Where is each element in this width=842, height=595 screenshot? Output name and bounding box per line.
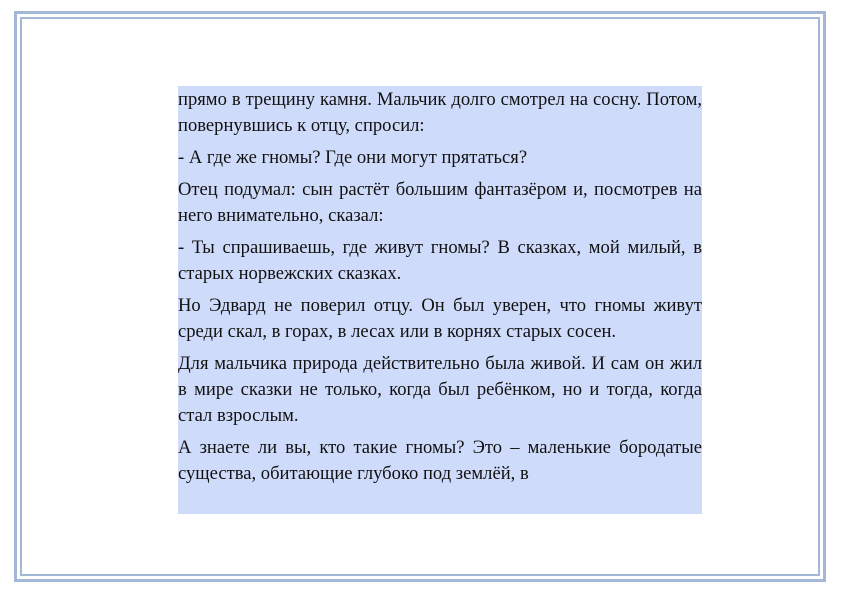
paragraph-5: Но Эдвард не поверил отцу. Он был уверен, что гномы живут среди скал, в горах, в лесах или в корнях старых сосен.: [178, 295, 702, 342]
paragraph-6: Для мальчика природа действительно была живой. И сам он жил в мире сказки не только, когда был ребёнком, но и тогда, когда стал взрослым.: [178, 353, 702, 426]
text-block: [178, 86, 702, 514]
paragraph-2: - А где же гномы? Где они могут прятаться?: [178, 147, 528, 168]
paragraph-1: прямо в трещину камня. Мальчик долго смотрел на сосну. Потом, повернувшись к отцу, спросил:: [178, 89, 702, 136]
paragraph-4: - Ты спрашиваешь, где живут гномы? В сказках, мой милый, в старых норвежских сказках.: [178, 237, 702, 284]
paragraph-7: А знаете ли вы, кто такие гномы? Это – маленькие бородатые существа, обитающие глубоко под землёй, в: [178, 437, 702, 484]
paragraph-3: Отец подумал: сын растёт большим фантазёром и, посмотрев на него внимательно, сказал:: [178, 179, 702, 226]
